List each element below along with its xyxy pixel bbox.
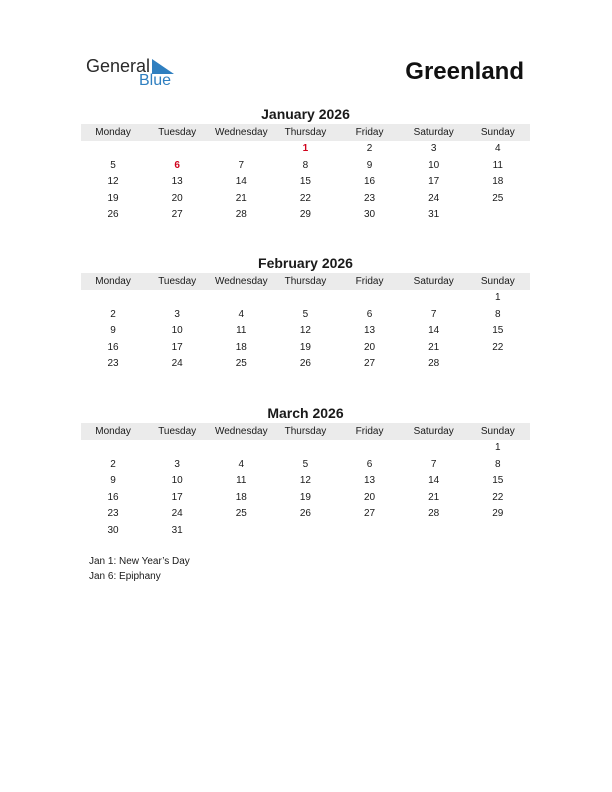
logo-word-blue: Blue — [139, 72, 172, 89]
day-cell: 10 — [428, 159, 440, 171]
weekday-header — [81, 273, 530, 290]
day-cell: 7 — [430, 308, 437, 320]
day-cell: 11 — [492, 159, 503, 171]
day-cell — [402, 290, 466, 307]
weekday-label: Tuesday — [158, 127, 197, 138]
day-cell: 7 — [238, 159, 245, 171]
day-cell: 29 — [299, 209, 311, 221]
logo — [86, 56, 186, 92]
day-cell: 4 — [495, 143, 501, 154]
day-cell: 2 — [110, 458, 116, 470]
day-cell — [466, 207, 530, 224]
day-cell: 16 — [107, 341, 119, 353]
weekday-label: Friday — [355, 127, 384, 138]
day-cell: 19 — [299, 491, 311, 503]
day-cell: 11 — [236, 475, 247, 487]
day-cell: 6 — [366, 458, 373, 470]
holiday-list — [89, 554, 190, 584]
day-cell: 14 — [428, 325, 440, 337]
week-row — [81, 158, 530, 175]
day-cell: 25 — [492, 192, 504, 204]
day-cell: 30 — [107, 524, 119, 536]
day-cell: 9 — [110, 325, 116, 337]
day-cell: 21 — [428, 491, 440, 503]
day-cell: 20 — [364, 341, 376, 353]
day-cell: 12 — [299, 475, 311, 487]
day-cell: 10 — [171, 475, 183, 487]
day-cell — [466, 523, 530, 540]
weekday-label: Saturday — [413, 127, 454, 138]
day-cell: 28 — [428, 508, 440, 520]
day-cell: 26 — [107, 209, 119, 221]
day-cell — [466, 356, 530, 373]
day-cell: 12 — [107, 176, 119, 188]
weekday-label: Wednesday — [214, 276, 268, 287]
day-cell: 14 — [235, 176, 247, 188]
weekday-label: Saturday — [413, 426, 454, 437]
day-cell: 16 — [364, 176, 376, 188]
day-cell: 17 — [428, 176, 440, 188]
day-cell: 5 — [110, 159, 116, 171]
day-cell: 26 — [299, 508, 311, 520]
day-cell: 21 — [428, 341, 440, 353]
day-cell: 19 — [299, 341, 311, 353]
week-row — [81, 141, 530, 158]
day-cell: 5 — [302, 458, 309, 470]
day-cell — [209, 141, 273, 158]
week-row — [81, 174, 530, 191]
weekday-label: Tuesday — [158, 426, 197, 437]
weekday-label: Tuesday — [158, 276, 197, 287]
day-cell: 16 — [107, 491, 119, 503]
day-cell — [145, 440, 209, 457]
day-cell — [81, 290, 145, 307]
day-cell: 24 — [428, 192, 440, 204]
day-cell: 6 — [174, 159, 180, 171]
day-cell: 21 — [235, 192, 247, 204]
day-cell: 3 — [174, 458, 180, 470]
day-cell: 4 — [238, 458, 245, 470]
day-cell: 20 — [364, 491, 376, 503]
month-january — [81, 106, 530, 224]
day-cell: 26 — [299, 358, 311, 370]
weekday-label: Friday — [355, 426, 384, 437]
weekday-label: Thursday — [284, 127, 327, 138]
day-cell: 12 — [299, 325, 311, 337]
week-row — [81, 290, 530, 307]
day-cell: 31 — [428, 209, 440, 221]
day-cell — [338, 523, 402, 540]
day-cell: 10 — [171, 325, 183, 337]
day-cell — [402, 523, 466, 540]
day-cell: 18 — [235, 341, 247, 353]
day-cell: 9 — [110, 475, 116, 487]
day-cell — [273, 523, 337, 540]
weekday-label: Sunday — [480, 276, 515, 287]
weekday-label: Monday — [95, 127, 131, 138]
day-cell: 7 — [430, 458, 437, 470]
day-cell: 1 — [302, 143, 309, 154]
weekday-label: Wednesday — [214, 127, 268, 138]
day-cell: 4 — [238, 308, 245, 320]
day-cell: 6 — [366, 308, 373, 320]
holiday-note: Jan 6: Epiphany — [89, 571, 161, 582]
day-cell: 19 — [107, 192, 119, 204]
day-cell: 13 — [364, 475, 376, 487]
day-cell: 1 — [495, 442, 501, 453]
day-cell: 31 — [171, 524, 183, 536]
weekday-label: Sunday — [480, 127, 515, 138]
day-cell — [81, 440, 145, 457]
day-cell — [273, 290, 337, 307]
weekday-label: Wednesday — [214, 426, 268, 437]
day-cell — [209, 290, 273, 307]
country-title: Greenland — [405, 58, 524, 85]
month-title: February 2026 — [258, 255, 353, 271]
day-cell: 22 — [492, 341, 504, 353]
day-cell: 23 — [107, 508, 119, 520]
day-cell — [145, 141, 209, 158]
day-cell — [402, 440, 466, 457]
day-cell: 8 — [495, 308, 501, 320]
weekday-header — [81, 124, 530, 141]
day-cell: 28 — [428, 358, 440, 370]
day-cell: 25 — [235, 508, 247, 520]
weekday-label: Sunday — [480, 426, 515, 437]
day-cell: 1 — [495, 292, 501, 303]
weekday-label: Monday — [95, 276, 131, 287]
day-cell: 15 — [299, 176, 311, 188]
weekday-label: Friday — [355, 276, 384, 287]
day-cell: 23 — [364, 192, 376, 204]
week-row — [81, 440, 530, 457]
day-cell: 17 — [171, 341, 183, 353]
day-cell — [209, 440, 273, 457]
day-cell: 27 — [364, 508, 376, 520]
day-cell: 8 — [302, 159, 309, 171]
day-cell: 27 — [171, 209, 183, 221]
holiday-note: Jan 1: New Year’s Day — [89, 556, 190, 567]
day-cell: 15 — [492, 325, 504, 337]
day-cell — [273, 440, 337, 457]
day-cell: 30 — [364, 209, 376, 221]
month-march — [81, 405, 530, 540]
week-row — [81, 490, 530, 507]
day-cell: 9 — [366, 159, 373, 171]
day-cell: 24 — [171, 508, 183, 520]
week-row — [81, 191, 530, 208]
day-cell: 15 — [492, 475, 504, 487]
day-cell: 25 — [235, 358, 247, 370]
day-cell: 14 — [428, 475, 440, 487]
day-cell: 22 — [299, 192, 311, 204]
day-cell — [338, 290, 402, 307]
day-cell: 22 — [492, 491, 504, 503]
week-row — [81, 523, 530, 540]
week-row — [81, 207, 530, 224]
day-cell: 24 — [171, 358, 183, 370]
day-cell: 20 — [171, 192, 183, 204]
weekday-label: Monday — [95, 426, 131, 437]
day-cell: 13 — [171, 176, 183, 188]
day-cell: 28 — [235, 209, 247, 221]
month-february — [81, 255, 530, 373]
week-row — [81, 307, 530, 324]
day-cell — [145, 290, 209, 307]
day-cell: 17 — [171, 491, 183, 503]
week-row — [81, 340, 530, 357]
day-cell — [81, 141, 145, 158]
day-cell — [209, 523, 273, 540]
day-cell: 8 — [495, 458, 501, 470]
weekday-label: Thursday — [284, 276, 327, 287]
day-cell: 3 — [174, 308, 180, 320]
day-cell: 23 — [107, 358, 119, 370]
day-cell: 27 — [364, 358, 376, 370]
month-title: January 2026 — [261, 106, 350, 122]
weekday-label: Saturday — [413, 276, 454, 287]
month-title: March 2026 — [267, 405, 344, 421]
day-cell: 18 — [235, 491, 247, 503]
day-cell: 5 — [302, 308, 309, 320]
weekday-header — [81, 423, 530, 440]
logo-word-general: General — [86, 56, 151, 76]
day-cell: 13 — [364, 325, 376, 337]
day-cell: 29 — [492, 508, 504, 520]
day-cell: 11 — [236, 325, 247, 337]
day-cell — [338, 440, 402, 457]
week-row — [81, 473, 530, 490]
day-cell: 18 — [492, 176, 504, 188]
week-row — [81, 506, 530, 523]
day-cell: 3 — [430, 143, 437, 154]
week-row — [81, 356, 530, 373]
day-cell: 2 — [366, 143, 373, 154]
day-cell: 2 — [110, 308, 116, 320]
weekday-label: Thursday — [284, 426, 327, 437]
week-row — [81, 457, 530, 474]
week-row — [81, 323, 530, 340]
